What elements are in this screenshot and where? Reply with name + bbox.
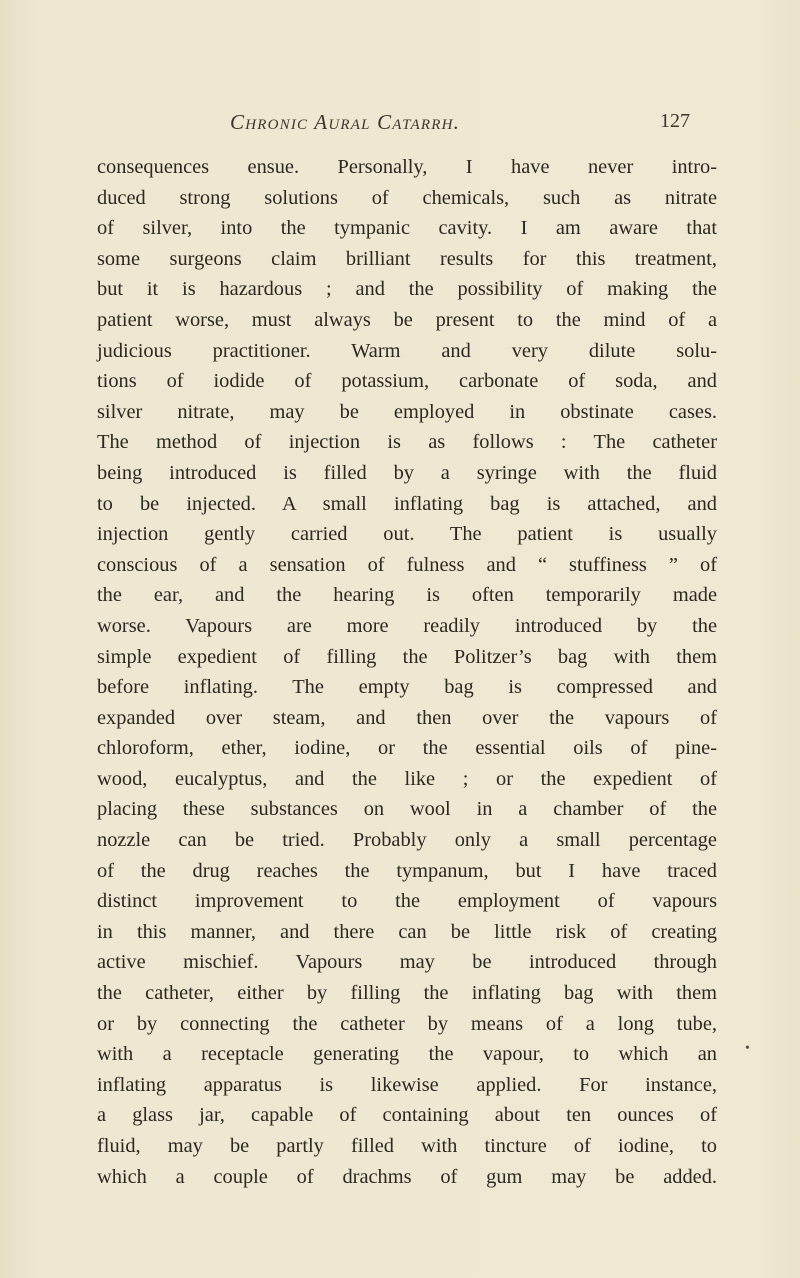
text-line: nozzle can be tried. Probably only a small percentage — [97, 829, 717, 852]
text-line: of the drug reaches the tympanum, but I have traced — [97, 859, 717, 882]
body-text — [97, 152, 717, 1192]
text-line: duced strong solutions of chemicals, such as nitrate — [97, 186, 717, 209]
text-line: which a couple of drachms of gum may be added. — [97, 1165, 717, 1188]
text-line: consequences ensue. Personally, I have never intro- — [97, 156, 717, 178]
text-line: to be injected. A small inflating bag is attached, and — [97, 492, 717, 515]
text-line: of silver, into the tympanic cavity. I am aware that — [97, 217, 717, 240]
margin-mark: • — [745, 1041, 750, 1056]
page-number: 127 — [660, 110, 690, 132]
text-line: judicious practitioner. Warm and very dilute solu- — [97, 339, 717, 362]
text-line: a glass jar, capable of containing about ten ounces of — [97, 1104, 717, 1127]
text-line: fluid, may be partly filled with tincture of iodine, to — [97, 1135, 717, 1157]
text-line: but it is hazardous ; and the possibility of making the — [97, 278, 717, 301]
text-line: the ear, and the hearing is often temporarily made — [97, 584, 717, 607]
text-line: The method of injection is as follows : The catheter — [97, 431, 717, 454]
text-line: placing these substances on wool in a chamber of the — [97, 798, 717, 821]
text-line: in this manner, and there can be little risk of creating — [97, 920, 717, 943]
text-line: inflating apparatus is likewise applied. For instance, — [97, 1073, 717, 1096]
text-line: tions of iodide of potassium, carbonate of soda, and — [97, 370, 717, 393]
text-line: distinct improvement to the employment of vapours — [97, 890, 717, 913]
text-line: simple expedient of filling the Politzer’s bag with them — [97, 645, 717, 668]
text-line: expanded over steam, and then over the vapours of — [97, 706, 717, 729]
text-line: before inflating. The empty bag is compressed and — [97, 676, 717, 699]
text-line: with a receptacle generating the vapour, to which an — [97, 1043, 717, 1066]
text-line: the catheter, either by filling the inflating bag with them — [97, 982, 717, 1005]
text-line: chloroform, ether, iodine, or the essential oils of pine- — [97, 737, 717, 760]
text-line: patient worse, must always be present to the mind of a — [97, 308, 717, 331]
text-line: active mischief. Vapours may be introduced through — [97, 951, 717, 974]
text-line: conscious of a sensation of fulness and “ stuffiness ” of — [97, 553, 717, 576]
text-line: silver nitrate, may be employed in obstinate cases. — [97, 400, 717, 423]
text-line: some surgeons claim brilliant results for this treatment, — [97, 247, 717, 270]
text-line: or by connecting the catheter by means of a long tube, — [97, 1012, 717, 1035]
text-line: injection gently carried out. The patient is usually — [97, 523, 717, 546]
page-header — [230, 110, 690, 142]
text-line: worse. Vapours are more readily introduced by the — [97, 614, 717, 637]
running-title: Chronic Aural Catarrh. — [230, 110, 461, 134]
text-line: being introduced is filled by a syringe with the fluid — [97, 461, 717, 484]
text-line: wood, eucalyptus, and the like ; or the expedient of — [97, 767, 717, 790]
